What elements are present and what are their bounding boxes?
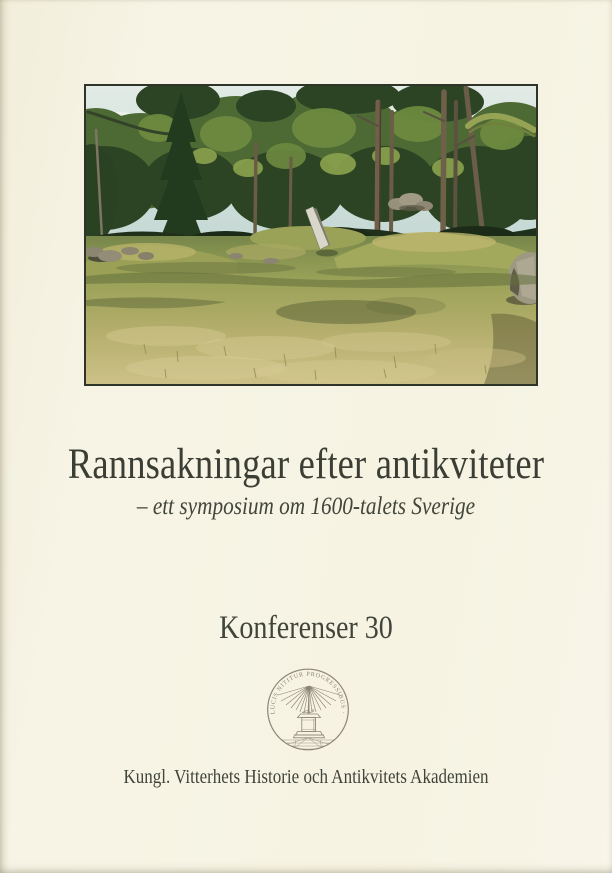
- seal-floor: [268, 738, 348, 751]
- book-subtitle: – ett symposium om 1600-talets Sverige: [136, 493, 476, 520]
- cover-photo: [84, 84, 538, 386]
- landscape-photo-illustration: [86, 86, 536, 384]
- seal-light-rays: [278, 686, 340, 714]
- seal-emblem: [264, 665, 352, 753]
- academy-seal: [264, 665, 352, 753]
- series-label: Konferenser 30: [219, 610, 393, 646]
- publisher-name: Kungl. Vitterhets Historie och Antikvitets Akademien: [123, 766, 489, 788]
- book-title: Rannsakningar efter antikviteter: [67, 441, 545, 488]
- seal-altar: [294, 710, 325, 738]
- seal-motto: LUCIS NITITUR PROGRESSIBUS ·: [270, 671, 346, 715]
